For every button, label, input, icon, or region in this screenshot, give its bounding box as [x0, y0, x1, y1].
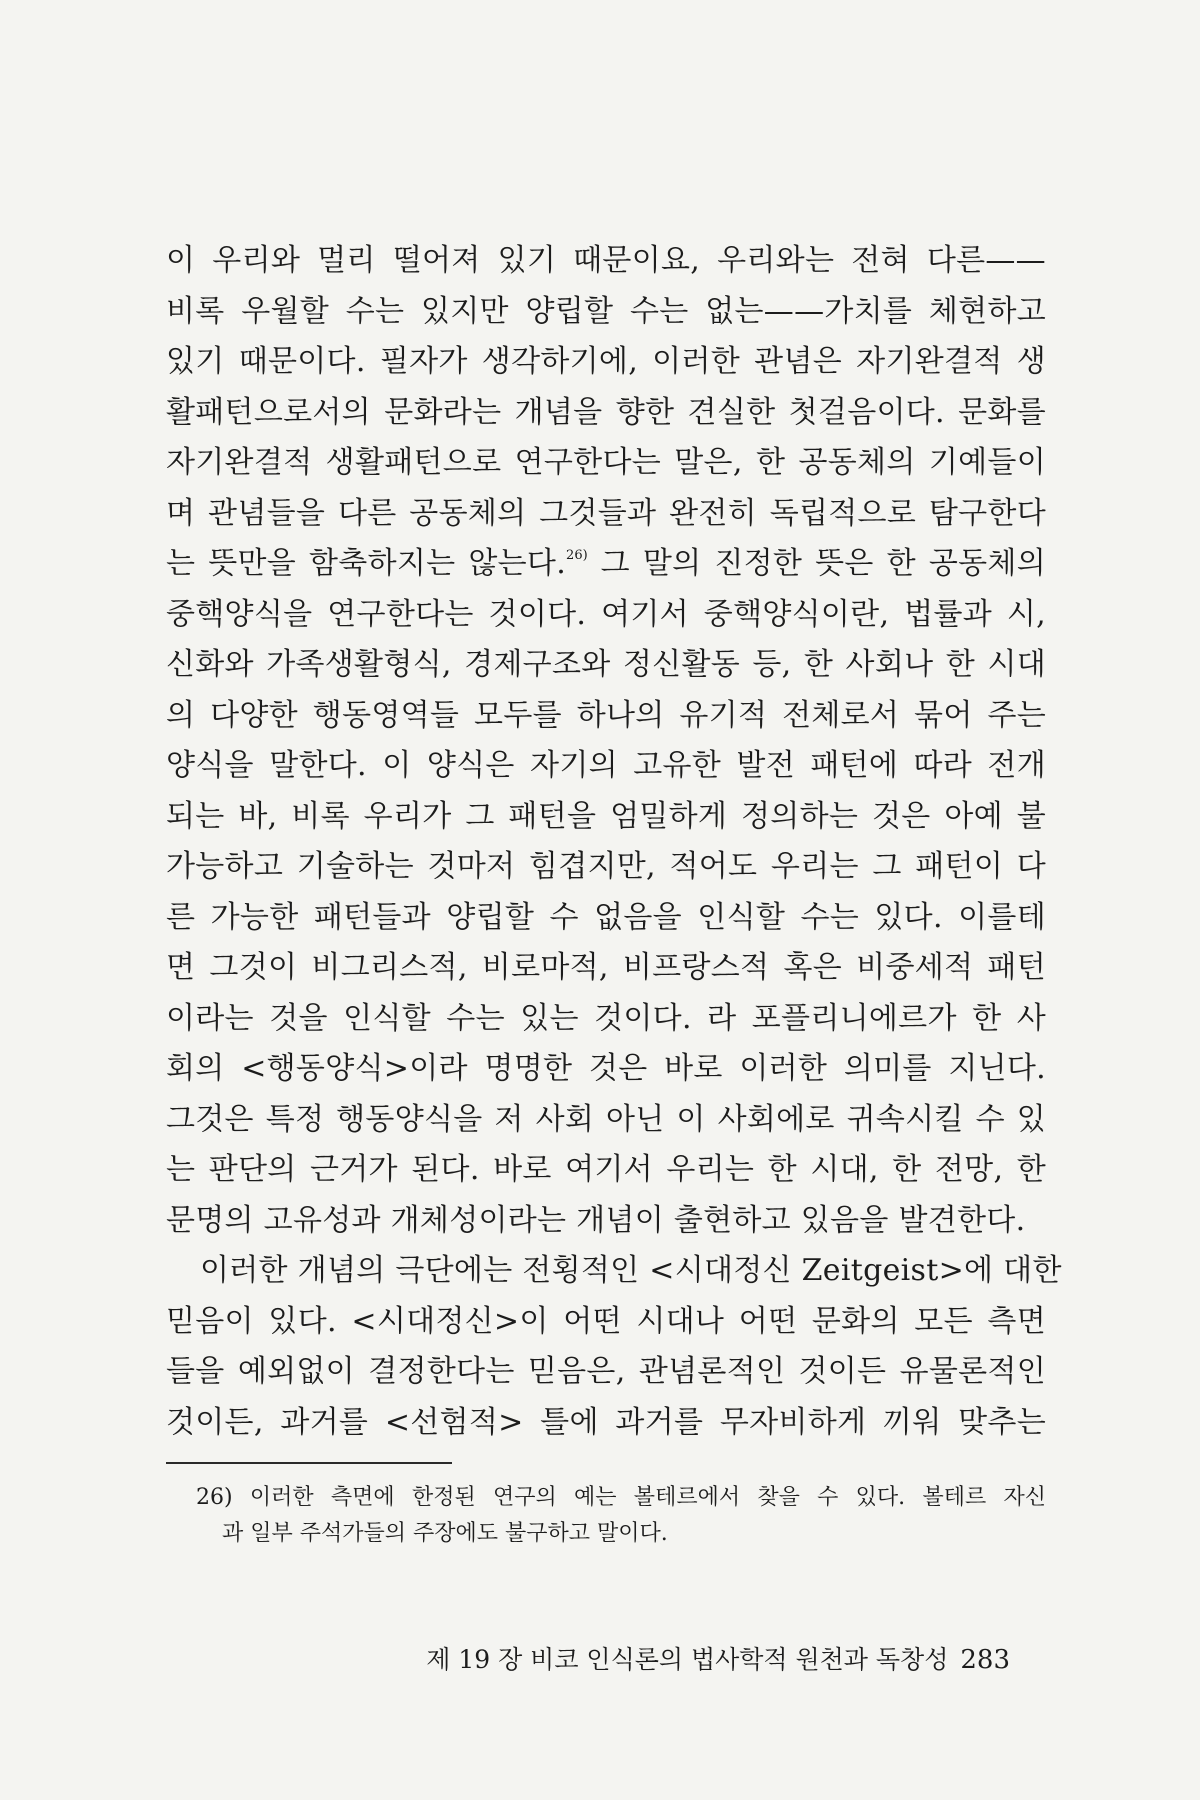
- footnote-line: [196, 1480, 1046, 1516]
- footnote-text: 이러한 측면에 한정된 연구의 예는 볼테르에서 찾을 수 있다. 볼테르 자신: [249, 1485, 1046, 1510]
- text-line: 는 판단의 근거가 된다. 바로 여기서 우리는 한 시대, 한 전망, 한: [166, 1152, 1046, 1187]
- paragraph-last-line: 문명의 고유성과 개체성이라는 개념이 출현하고 있음을 발견한다.: [166, 1202, 1026, 1238]
- footnote-number: 26): [196, 1485, 233, 1510]
- text-line: 비록 우월할 수는 있지만 양립할 수는 없는——가치를 체현하고: [166, 293, 1046, 329]
- chapter-title: 제 19 장 비코 인식론의 법사학적 원천과 독창성: [426, 1645, 949, 1674]
- text-segment: 그 말의 진정한 뜻은 한 공동체의: [587, 546, 1046, 581]
- running-footer: [420, 1640, 1010, 1676]
- text-segment: 는 뜻만을 함축하지는 않는다.: [166, 546, 567, 581]
- footnote: [196, 1480, 1046, 1552]
- text-line: 이라는 것을 인식할 수는 있는 것이다. 라 포플리니에르가 한 사: [166, 1000, 1046, 1036]
- text-line: 활패턴으로서의 문화라는 개념을 향한 견실한 첫걸음이다. 문화를: [166, 394, 1046, 430]
- text-line: 른 가능한 패턴들과 양립할 수 없음을 인식할 수는 있다. 이를테: [166, 899, 1046, 935]
- text-line: 믿음이 있다. <시대정신>이 어떤 시대나 어떤 문화의 모든 측면: [166, 1303, 1046, 1339]
- page-number: 283: [960, 1645, 1010, 1675]
- footnote-line: 과 일부 주석가들의 주장에도 불구하고 말이다.: [222, 1521, 668, 1546]
- text-line-with-footnote: [166, 539, 1046, 590]
- text-line: 양식을 말한다. 이 양식은 자기의 고유한 발전 패턴에 따라 전개: [166, 748, 1046, 783]
- text-line: 면 그것이 비그리스적, 비로마적, 비프랑스적 혹은 비중세적 패턴: [166, 950, 1046, 985]
- text-line: 되는 바, 비록 우리가 그 패턴을 엄밀하게 정의하는 것은 아예 불: [166, 798, 1046, 834]
- text-line: 중핵양식을 연구한다는 것이다. 여기서 중핵양식이란, 법률과 시,: [166, 596, 1046, 632]
- text-line: 것이든, 과거를 <선험적> 틀에 과거를 무자비하게 끼워 맞추는: [166, 1404, 1046, 1440]
- text-line: 신화와 가족생활형식, 경제구조와 정신활동 등, 한 사회나 한 시대: [166, 647, 1046, 682]
- text-line: 들을 예외없이 결정한다는 믿음은, 관념론적인 것이든 유물론적인: [166, 1354, 1046, 1389]
- text-line: 의 다양한 행동영역들 모두를 하나의 유기적 전체로서 묶어 주는: [166, 697, 1046, 733]
- text-line: 자기완결적 생활패턴으로 연구한다는 말은, 한 공동체의 기예들이: [166, 445, 1046, 480]
- text-line: 가능하고 기술하는 것마저 힘겹지만, 적어도 우리는 그 패턴이 다: [166, 849, 1046, 884]
- text-line: 며 관념들을 다른 공동체의 그것들과 완전히 독립적으로 탐구한다: [166, 495, 1046, 531]
- text-line: 이 우리와 멀리 떨어져 있기 때문이요, 우리와는 전혀 다른——: [166, 243, 1046, 278]
- text-line: 회의 <행동양식>이라 명명한 것은 바로 이러한 의미를 지닌다.: [166, 1051, 1046, 1086]
- footnote-reference: 26): [566, 548, 588, 563]
- body-text: [166, 236, 1062, 1448]
- footnote-divider: [166, 1462, 452, 1464]
- paragraph-first-line: 이러한 개념의 극단에는 전횡적인 <시대정신 Zeitgeist>에 대한: [200, 1253, 1062, 1288]
- text-line: 그것은 특정 행동양식을 저 사회 아닌 이 사회에로 귀속시킬 수 있: [166, 1101, 1046, 1137]
- text-line: 있기 때문이다. 필자가 생각하기에, 이러한 관념은 자기완결적 생: [166, 344, 1046, 379]
